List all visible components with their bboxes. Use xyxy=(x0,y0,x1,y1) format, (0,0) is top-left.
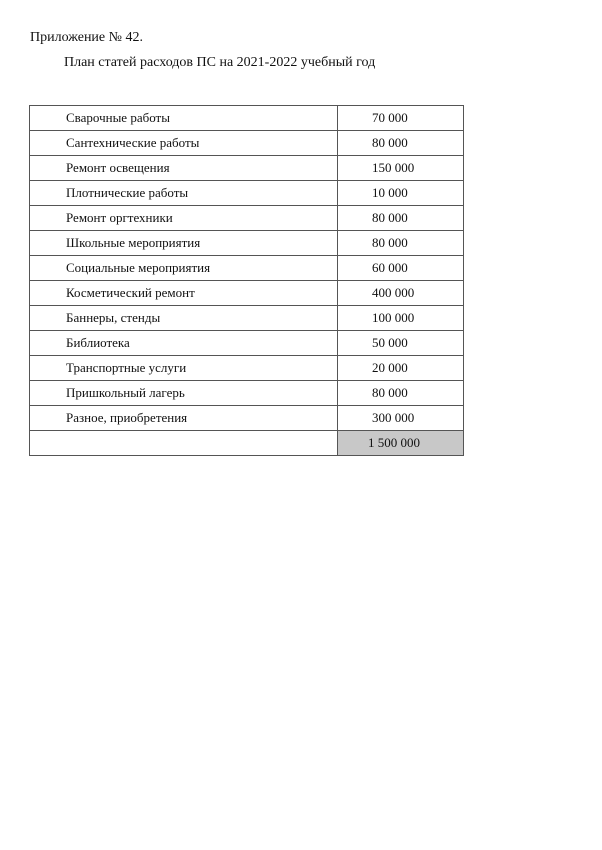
plan-title: План статей расходов ПС на 2021-2022 учебный год xyxy=(64,55,376,70)
expense-amount-cell: 80 000 xyxy=(338,131,464,156)
expense-table xyxy=(29,105,464,456)
expense-item-cell: Ремонт оргтехники xyxy=(30,206,338,231)
table-row xyxy=(30,156,464,181)
expense-item-cell: Школьные мероприятия xyxy=(30,231,338,256)
expense-amount-cell: 20 000 xyxy=(338,356,464,381)
table-row xyxy=(30,306,464,331)
expense-item-cell: Сварочные работы xyxy=(30,106,338,131)
expense-amount-cell: 80 000 xyxy=(338,206,464,231)
expense-item-cell: Библиотека xyxy=(30,331,338,356)
expense-amount-cell: 300 000 xyxy=(338,406,464,431)
expense-amount-cell: 50 000 xyxy=(338,331,464,356)
expense-item-cell: Плотнические работы xyxy=(30,181,338,206)
expense-amount-cell: 150 000 xyxy=(338,156,464,181)
table-row xyxy=(30,356,464,381)
expense-item-cell: Социальные мероприятия xyxy=(30,256,338,281)
table-row xyxy=(30,181,464,206)
expense-item-cell: Транспортные услуги xyxy=(30,356,338,381)
table-row xyxy=(30,106,464,131)
expense-amount-cell: 100 000 xyxy=(338,306,464,331)
table-row xyxy=(30,381,464,406)
table-row xyxy=(30,206,464,231)
table-row xyxy=(30,281,464,306)
total-amount-cell: 1 500 000 xyxy=(338,431,464,456)
table-row xyxy=(30,256,464,281)
expense-amount-cell: 70 000 xyxy=(338,106,464,131)
expense-item-cell: Баннеры, стенды xyxy=(30,306,338,331)
appendix-label: Приложение № 42. xyxy=(30,30,143,45)
expense-item-cell: Сантехнические работы xyxy=(30,131,338,156)
expense-item-cell: Косметический ремонт xyxy=(30,281,338,306)
table-row xyxy=(30,131,464,156)
expense-item-cell: Разное, приобретения xyxy=(30,406,338,431)
table-row xyxy=(30,331,464,356)
expense-amount-cell: 80 000 xyxy=(338,381,464,406)
table-row xyxy=(30,231,464,256)
expense-table-body xyxy=(30,106,464,456)
total-row xyxy=(30,431,464,456)
expense-amount-cell: 60 000 xyxy=(338,256,464,281)
table-row xyxy=(30,406,464,431)
total-label-cell xyxy=(30,431,338,456)
expense-amount-cell: 80 000 xyxy=(338,231,464,256)
expense-item-cell: Пришкольный лагерь xyxy=(30,381,338,406)
expense-amount-cell: 10 000 xyxy=(338,181,464,206)
expense-amount-cell: 400 000 xyxy=(338,281,464,306)
expense-item-cell: Ремонт освещения xyxy=(30,156,338,181)
